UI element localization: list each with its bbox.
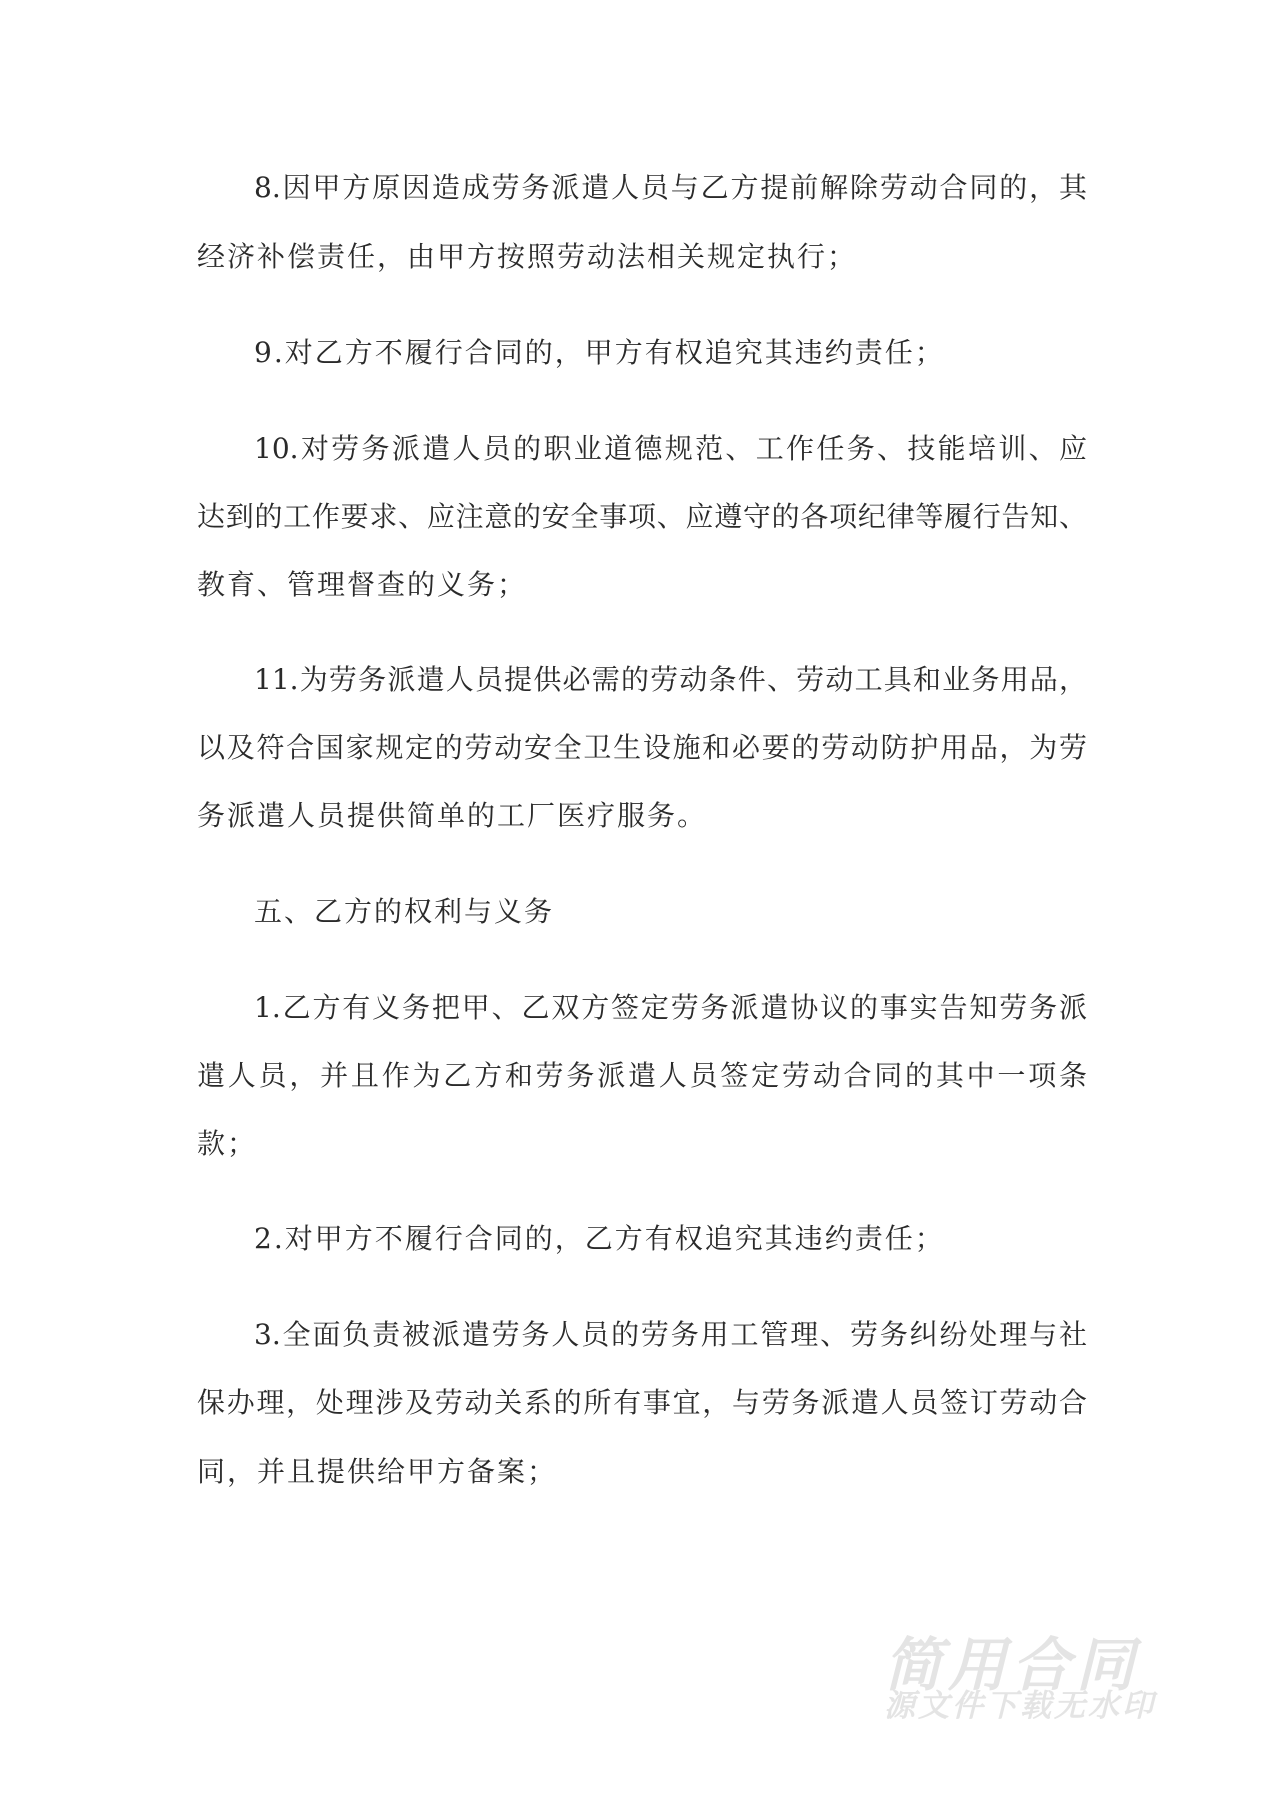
- paragraph-b1-line-2: 遣人员，并且作为乙方和劳务派遣人员签定劳动合同的其中一项条: [197, 1059, 1087, 1092]
- paragraph-b3-line-3: 同，并且提供给甲方备案；: [197, 1455, 558, 1488]
- paragraph-b3-line-2: 保办理，处理涉及劳动关系的所有事宜，与劳务派遣人员签订劳动合: [197, 1386, 1087, 1419]
- paragraph-11-line-3: 务派遣人员提供简单的工厂医疗服务。: [197, 799, 708, 832]
- paragraph-b3-line-1: 3.全面负责被派遣劳务人员的劳务用工管理、劳务纠纷处理与社: [254, 1318, 1087, 1351]
- paragraph-11-line-1: 11.为劳务派遣人员提供必需的劳动条件、劳动工具和业务用品，: [254, 663, 1087, 696]
- paragraph-9-line-1: 9.对乙方不履行合同的，甲方有权追究其违约责任；: [254, 336, 945, 369]
- paragraph-b2-line-1: 2.对甲方不履行合同的，乙方有权追究其违约责任；: [254, 1222, 945, 1255]
- paragraph-8-line-2: 经济补偿责任，由甲方按照劳动法相关规定执行；: [197, 240, 858, 273]
- section-heading-5: 五、乙方的权利与义务: [254, 895, 555, 928]
- paragraph-10-line-1: 10.对劳务派遣人员的职业道德规范、工作任务、技能培训、应: [254, 432, 1087, 465]
- paragraph-10-line-2: 达到的工作要求、应注意的安全事项、应遵守的各项纪律等履行告知、: [197, 500, 1087, 533]
- paragraph-b1-line-1: 1.乙方有义务把甲、乙双方签定劳务派遣协议的事实告知劳务派: [254, 991, 1087, 1024]
- paragraph-b1-line-3: 款；: [197, 1127, 258, 1160]
- paragraph-8-line-1: 8.因甲方原因造成劳务派遣人员与乙方提前解除劳动合同的，其: [254, 171, 1087, 204]
- watermark-subtitle: 源文件下载无水印: [884, 1688, 1156, 1724]
- paragraph-11-line-2: 以及符合国家规定的劳动安全卫生设施和必要的劳动防护用品，为劳: [197, 731, 1087, 764]
- watermark-title: 简用合同: [884, 1631, 1141, 1699]
- paragraph-10-line-3: 教育、管理督查的义务；: [197, 568, 528, 601]
